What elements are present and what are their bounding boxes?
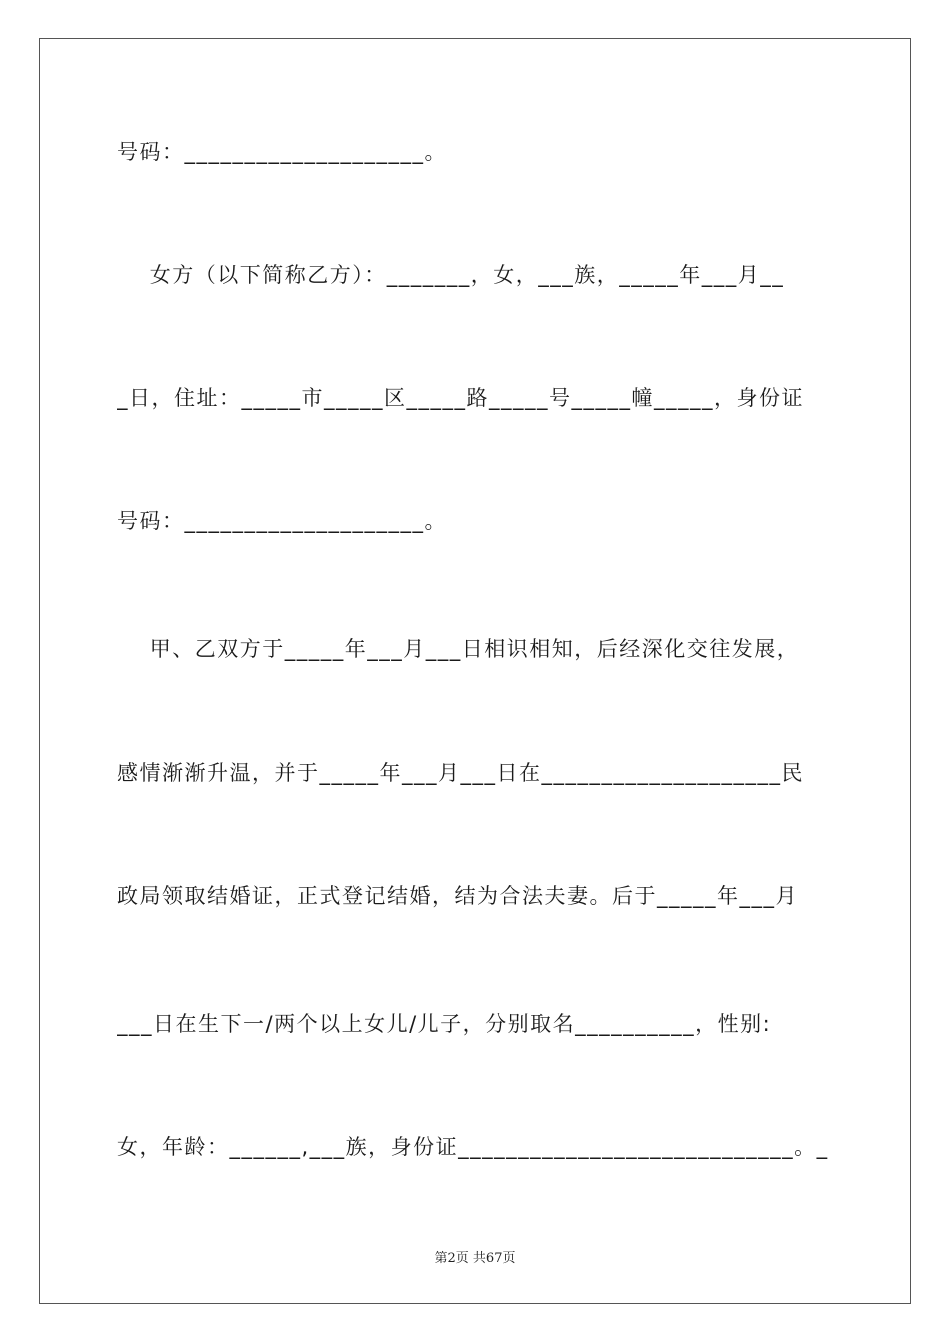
text-line-7: 政局领取结婚证，正式登记结婚，结为合法夫妻。后于_____年___月 xyxy=(117,884,798,908)
page-border xyxy=(39,38,911,1304)
text-line-1: 号码：____________________。 xyxy=(117,140,447,164)
text-line-4: 号码：____________________。 xyxy=(117,509,447,533)
page-number-footer: 第2页 共67页 xyxy=(434,1251,516,1266)
text-line-6: 感情渐渐升温，并于_____年___月___日在____________________民 xyxy=(117,761,804,785)
text-line-8: ___日在生下一/两个以上女儿/儿子，分别取名__________，性别: xyxy=(117,1012,772,1036)
text-line-2: 女方（以下简称乙方）：_______，女，___族，_____年___月__ xyxy=(117,263,785,287)
text-line-5: 甲、乙双方于_____年___月___日相识相知，后经深化交往发展， xyxy=(117,637,800,661)
text-line-3: _日，住址：_____市_____区_____路_____号_____幢_____，身份证 xyxy=(117,386,804,410)
text-line-9: 女，年龄：______,___族，身份证____________________________。_ xyxy=(117,1135,829,1159)
